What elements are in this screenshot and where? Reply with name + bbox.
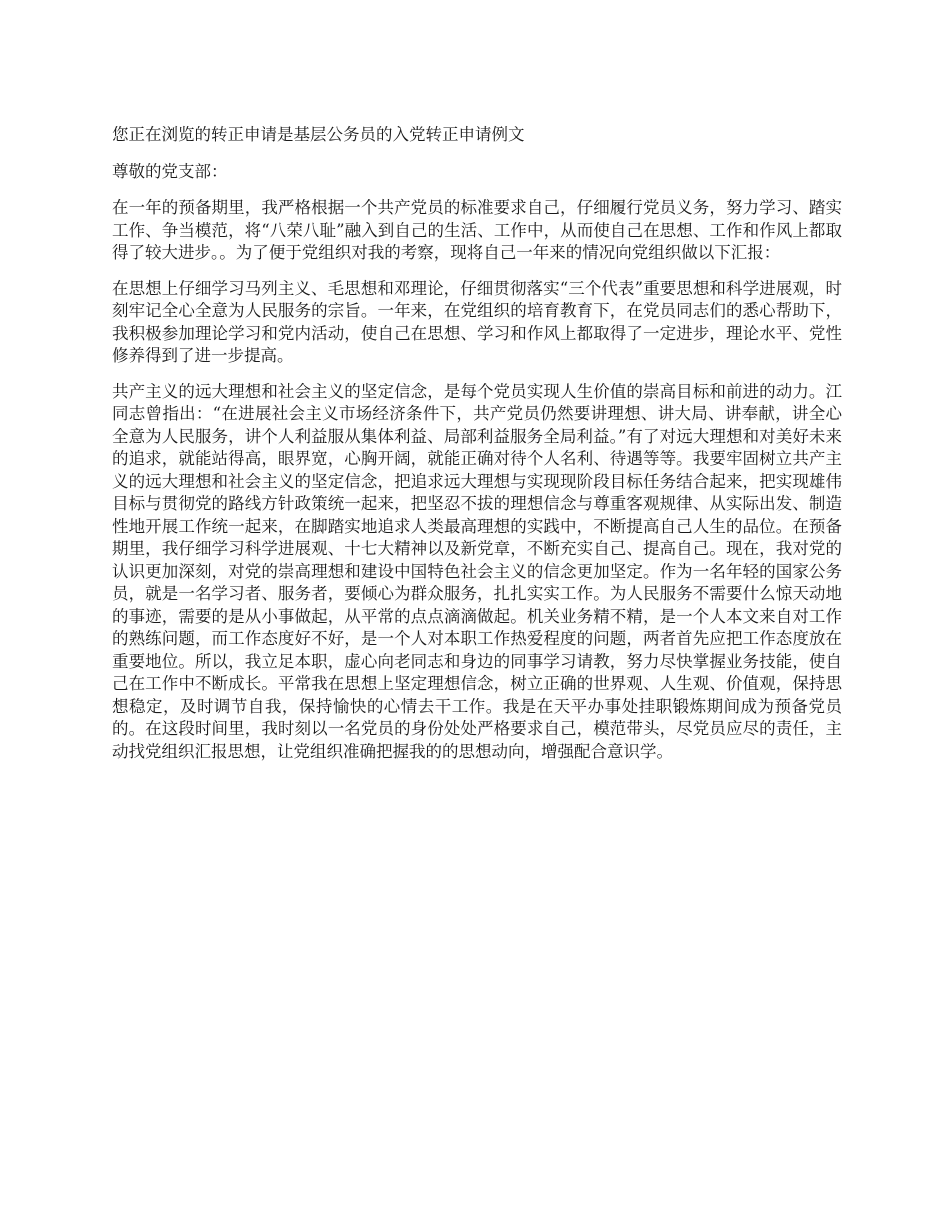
document-body [112,124,842,776]
paragraph-intro: 在一年的预备期里，我严格根据一个共产党员的标准要求自己，仔细履行党员义务，努力学习、踏实工作、争当模范，将“八荣八耻”融入到自己的生活、工作中，从而使自己在思想、工作和作风上都取得了较大进步。。为了便于党组织对我的考察，现将自己一年来的情况向党组织做以下汇报： [112,198,842,262]
salutation: 尊敬的党支部： [112,161,228,181]
browse-note: 您正在浏览的转正申请是基层公务员的入党转正申请例文 [112,125,525,144]
paragraph-ideals: 共产主义的远大理想和社会主义的坚定信念，是每个党员实现人生价值的崇高目标和前进的动力。江同志曾指出：“在进展社会主义市场经济条件下，共产党员仍然要讲理想、讲大局、讲奉献，讲全心全意为人民服务，讲个人利益服从集体利益、局部利益服务全局利益。”有了对远大理想和对美好未来的追求，就能站得高，眼界宽，心胸开阔，就能正确对待个人名利、待遇等等。我要牢固树立共产主义的远大理想和社会主义的坚定信念，把追求远大理想与实现现阶段目标任务结合起来，把实现雄伟目标与贯彻党的路线方针政策统一起来，把坚忍不拔的理想信念与尊重客观规律、从实际出发、制造性地开展工作统一起来，在脚踏实地追求人类最高理想的实践中，不断提高自己人生的品位。在预备期里，我仔细学习科学进展观、十七大精神以及新党章，不断充实自己、提高自己。现在，我对党的认识更加深刻，对党的崇高理想和建设中国特色社会主义的信念更加坚定。作为一名年轻的国家公务员，就是一名学习者、服务者，要倾心为群众服务，扎扎实实工作。为人民服务不需要什么惊天动地的事迹，需要的是从小事做起，从平常的点点滴滴做起。机关业务精不精，是一个人本文来自对工作的熟练问题，而工作态度好不好，是一个人对本职工作热爱程度的问题，两者首先应把工作态度放在重要地位。所以，我立足本职，虚心向老同志和身边的同事学习请教，努力尽快掌握业务技能，使自己在工作中不断成长。平常我在思想上坚定理想信念，树立正确的世界观、人生观、价值观，保持思想稳定，及时调节自我，保持愉快的心情去干工作。我是在天平办事处挂职锻炼期间成为预备党员的。在这段时间里，我时刻以一名党员的身份处处严格要求自己，模范带头，尽党员应尽的责任，主动找党组织汇报思想，让党组织准确把握我的的思想动向，增强配合意识学。 [112,381,842,761]
paragraph-thought: 在思想上仔细学习马列主义、毛思想和邓理论，仔细贯彻落实“三个代表”重要思想和科学进展观，时刻牢记全心全意为人民服务的宗旨。一年来，在党组织的培育教育下，在党员同志们的悉心帮助下，我积极参加理论学习和党内活动，使自己在思想、学习和作风上都取得了一定进步，理论水平、党性修养得到了进一步提高。 [112,278,842,365]
